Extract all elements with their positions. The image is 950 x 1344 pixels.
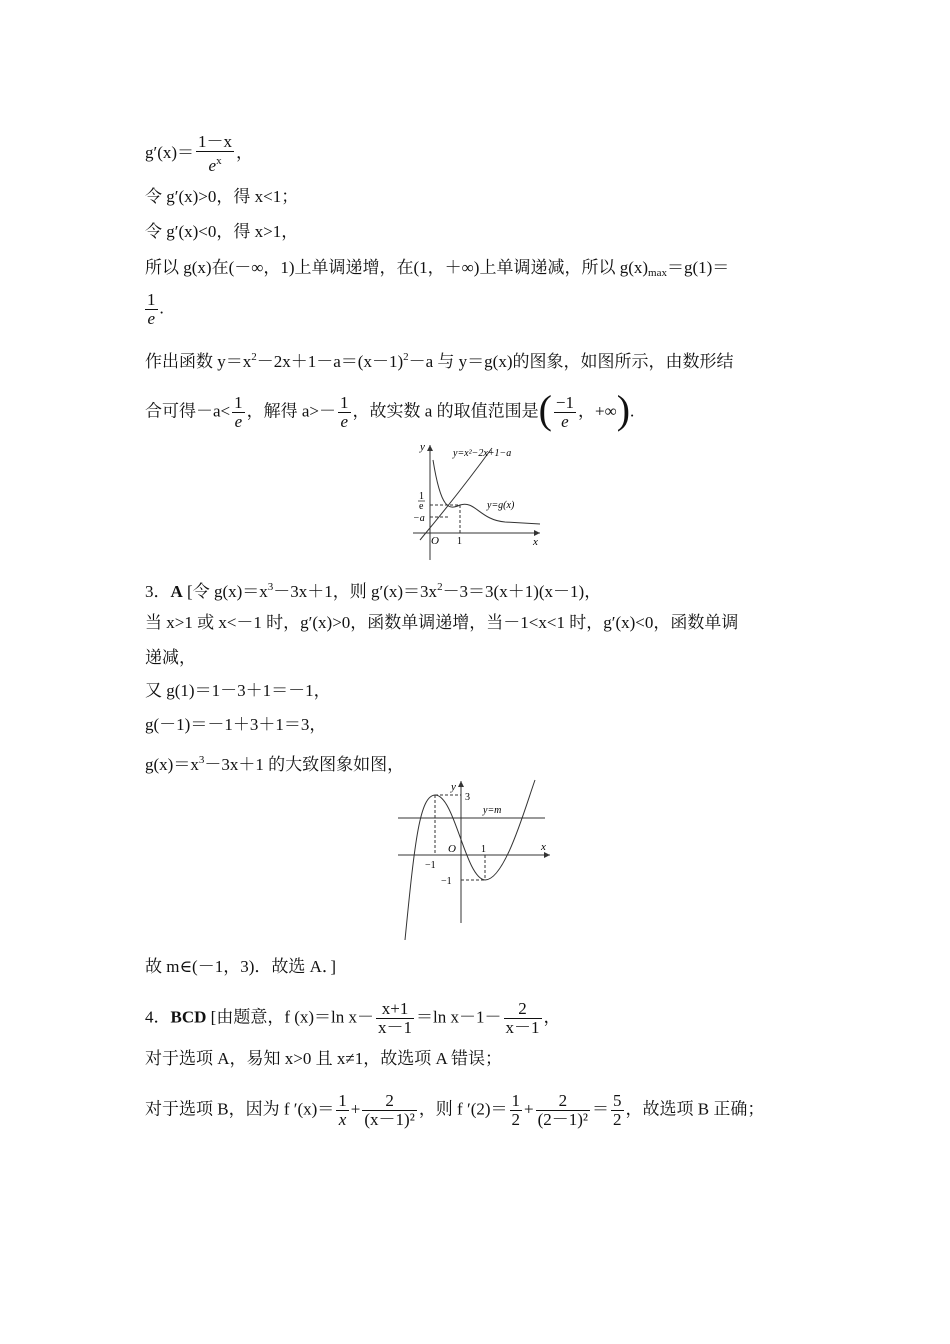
origin-label: O: [431, 535, 439, 547]
sign-analysis-line: 当 x>1 或 x<－1 时，g′(x)>0，函数单调递增，当－1<x<1 时，g′(x)<0，函数单调: [145, 613, 739, 632]
condition-line-2: 令 g′(x)<0，得 x>1，: [145, 222, 299, 241]
origin-label: O: [448, 843, 456, 855]
tick-1: 1: [481, 844, 486, 855]
y-label: y: [451, 781, 456, 793]
parabola-label: y=x²−2x+1−a: [453, 448, 512, 459]
tick-1: 1: [457, 536, 462, 547]
problem-3-line: 3．A [令 $g(x)=x^3-3x+1$，则 $g'(x)=3x^2-3=3(x+1)(x-1)$，: [145, 581, 602, 601]
range-line: 合可得－a< $\frac{1}{e}$ ，解得 a>－ $\frac{1}{e}$ ，故实数 a 的取值范围是( $\frac{-1}{e}$ ，+∞).: [145, 386, 635, 432]
x-label: x: [541, 841, 546, 853]
g-curve: [433, 460, 540, 524]
answer-3-line: 故 m∈(－1，3)．故选 A．]: [145, 957, 337, 976]
option-a-line: 对于选项 A，易知 x>0 且 x≠1，故选项 A 错误；: [145, 1049, 503, 1068]
tick-neg1-y: −1: [441, 876, 452, 887]
figure-2-graph: [395, 778, 555, 943]
g-neg1-line: g(－1)＝－1＋3＋1＝3，: [145, 715, 327, 734]
monotonic-line: 所以 g(x)在(－∞，1)上单调递增，在(1，＋∞)上单调递减，所以 $g(x)_{max}=g(1)=$: [145, 258, 730, 279]
tick-3: 3: [465, 792, 470, 803]
tick-1e-num: 1: [419, 491, 424, 502]
option-b-line: 对于选项 B，因为 f ′(x)＝ $\frac{1}{x}$ + $\frac{2}{\text{(x－1)²}}$ ，则 f ′(2)＝ $\frac{1}{2}$ + $\frac{2}{\text{(2－1)²}}$ ＝ $\frac{5}{2}$ ，故选项 B 正确；: [145, 1091, 765, 1129]
g-curve-label: y=g(x): [487, 500, 515, 511]
y-axis-arrow-icon: [458, 781, 464, 787]
y-label: y: [420, 441, 425, 453]
tick-neg1-x: −1: [425, 860, 436, 871]
sign-analysis-cont: 递减，: [145, 648, 196, 667]
parabola-curve: [420, 448, 492, 540]
condition-line-1: 令 g′(x)>0，得 x<1；: [145, 187, 299, 206]
g1-line: 又 g(1)＝1－3＋1＝－1，: [145, 681, 331, 700]
line-label: y=m: [483, 805, 502, 816]
graph-intro-line: 作出函数 $y=x^2-2x+1-a=(x-1)^2-a$ 与 y＝g(x)的图象，如图所示，由数形结: [145, 351, 734, 371]
derivative-line: g′(x)＝ $\frac{1-x}{e^x}$ ，: [145, 132, 254, 175]
y-axis-arrow-icon: [427, 445, 433, 451]
x-label: x: [533, 536, 538, 548]
problem-4-line: 4．BCD [由题意，f (x)＝ln x－ $\frac{x+1}{x-1}$ ＝ln x－1－ $\frac{2}{x-1}$ ，: [145, 999, 561, 1037]
tick-neg-a: −a: [413, 513, 425, 524]
max-value-line: $\frac{1}{e}$ .: [147, 290, 164, 328]
tick-1e-den: e: [419, 501, 424, 512]
graph-desc-line: $g(x)=x^3-3x+1$ 的大致图象如图，: [145, 754, 405, 774]
figure-1-graph: [405, 440, 545, 565]
